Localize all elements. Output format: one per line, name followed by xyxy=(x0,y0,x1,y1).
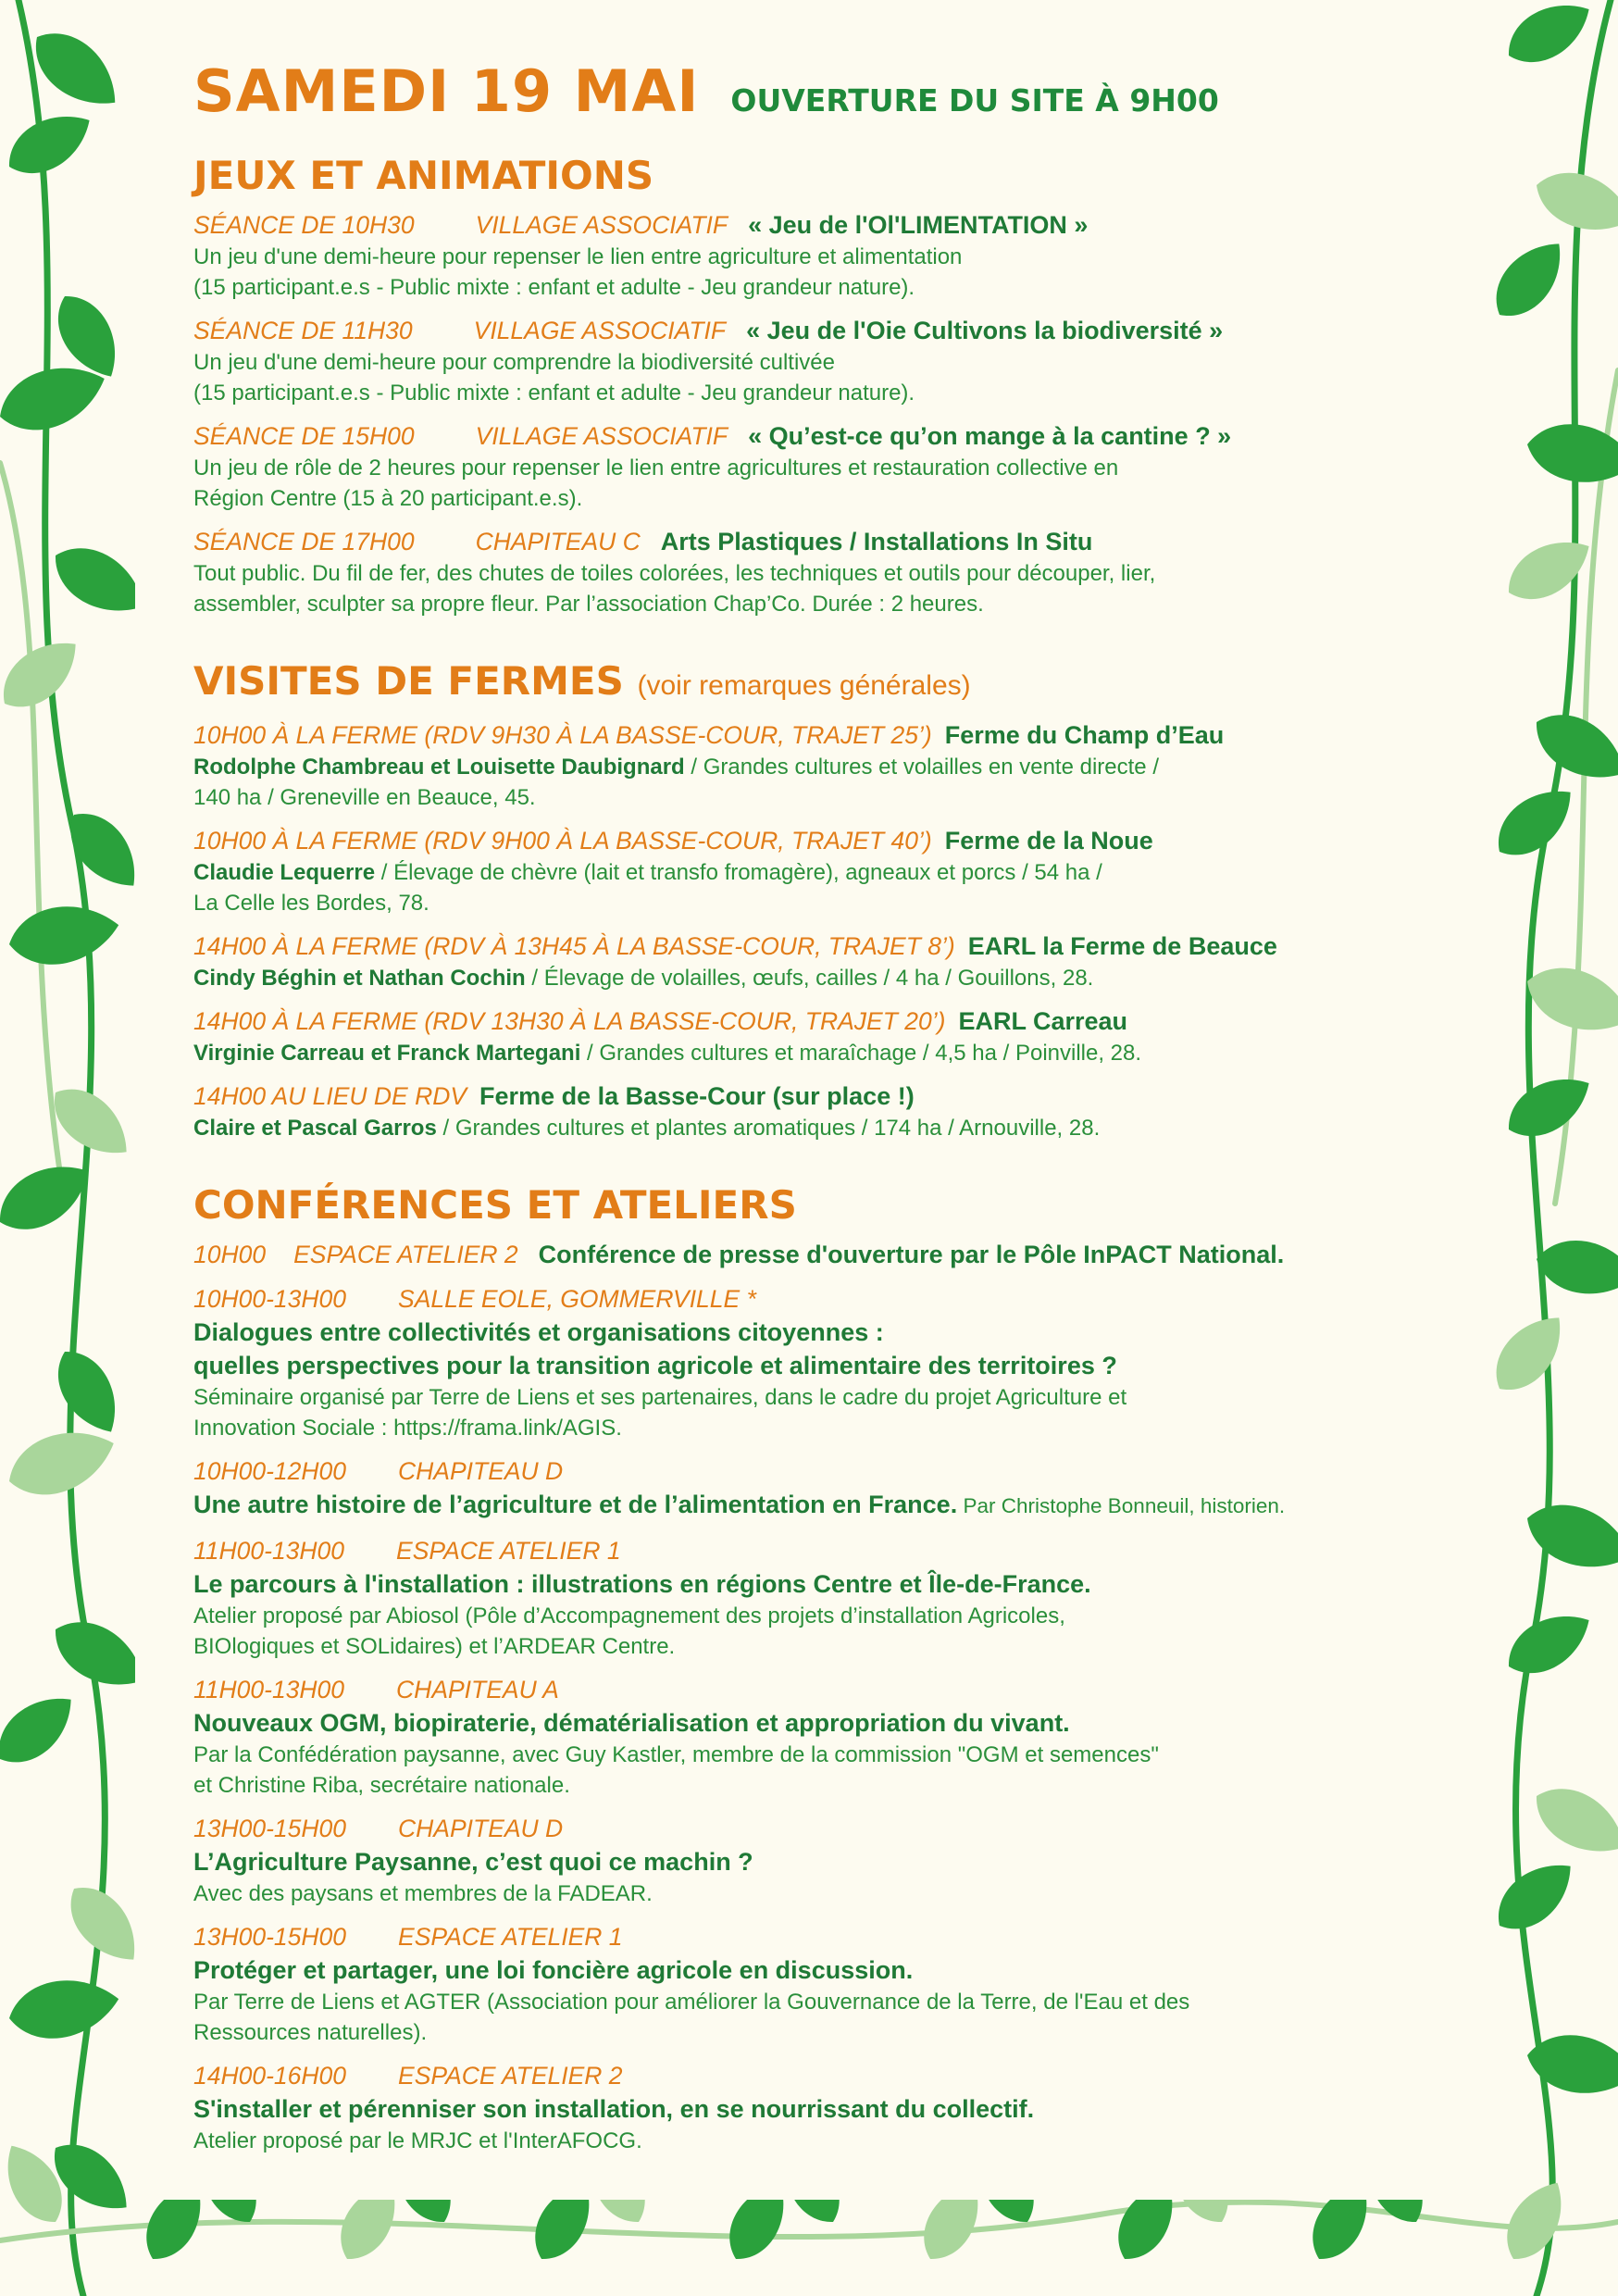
session-location: CHAPITEAU C xyxy=(475,528,641,555)
list-item xyxy=(193,718,1443,813)
header xyxy=(193,57,1443,125)
description-line: Un jeu d'une demi-heure pour comprendre la biodiversité cultivée xyxy=(193,350,835,375)
farmer-names: Claudie Lequerre xyxy=(193,860,376,885)
session-time: 10H00 xyxy=(193,1241,267,1268)
visites-list xyxy=(193,718,1443,1143)
item-meta xyxy=(193,1004,1443,1038)
description-line xyxy=(193,1038,1443,1068)
description-line: Par la Confédération paysanne, avec Guy Kastler, membre de la commission "OGM et semences" xyxy=(193,1742,1159,1767)
description-line: Ressources naturelles). xyxy=(193,2020,428,2045)
list-item xyxy=(193,1238,1443,1271)
description-line: Innovation Sociale : https://frama.link/AGIS. xyxy=(193,1416,622,1441)
page-title: SAMEDI 19 MAI xyxy=(193,57,700,125)
description-line xyxy=(193,752,1443,782)
item-meta xyxy=(193,419,1443,453)
leaf-shape xyxy=(5,897,124,972)
session-time: 10H00-12H00 xyxy=(193,1457,347,1485)
session-title xyxy=(193,1706,1443,1740)
leaf-shape xyxy=(1481,229,1576,330)
item-meta xyxy=(193,1282,1443,1316)
session-time: SÉANCE DE 15H00 xyxy=(193,422,415,450)
farm-details: / Grandes cultures et maraîchage / 4,5 ha / Poinville, 28. xyxy=(580,1041,1142,1066)
farmer-names: Virginie Carreau et Franck Martegani xyxy=(193,1041,581,1066)
description-line: Région Centre (15 à 20 participant.e.s). xyxy=(193,486,583,511)
description-line: La Celle les Bordes, 78. xyxy=(193,891,429,916)
leaf-shape xyxy=(1497,1063,1600,1150)
session-location: ESPACE ATELIER 2 xyxy=(398,2062,623,2090)
session-time: 13H00-15H00 xyxy=(193,1923,347,1951)
session-title xyxy=(193,1567,1443,1601)
description-line: assembler, sculpter sa propre fleur. Par l’association Chap’Co. Durée : 2 heures. xyxy=(193,592,984,617)
session-time: 11H00-13H00 xyxy=(193,1537,345,1565)
item-meta xyxy=(193,718,1443,752)
item-meta xyxy=(193,525,1443,558)
description-line: (15 participant.e.s - Public mixte : enfant et adulte - Jeu grandeur nature). xyxy=(193,381,915,406)
opening-time: OUVERTURE DU SITE À 9H00 xyxy=(730,82,1219,119)
item-meta xyxy=(193,1812,1443,1845)
session-title-text: Dialogues entre collectivités et organisations citoyennes : xyxy=(193,1318,884,1346)
section-title-visites xyxy=(193,656,1443,711)
session-location: ESPACE ATELIER 2 xyxy=(293,1241,518,1268)
description-line: Un jeu d'une demi-heure pour repenser le lien entre agriculture et alimentation xyxy=(193,244,963,269)
list-item xyxy=(193,208,1443,303)
item-meta xyxy=(193,1238,1443,1271)
list-item xyxy=(193,2059,1443,2156)
item-meta xyxy=(193,2059,1443,2092)
description-line: Un jeu de rôle de 2 heures pour repenser le lien entre agricultures et restauration collective en xyxy=(193,455,1119,480)
description-line: Tout public. Du fil de fer, des chutes de toiles colorées, les techniques et outils pour découper, lier, xyxy=(193,561,1156,586)
description-line: Atelier proposé par Abiosol (Pôle d’Accompagnement des projets d’installation Agricoles, xyxy=(193,1603,1065,1628)
session-location: VILLAGE ASSOCIATIF xyxy=(475,422,728,450)
list-item xyxy=(193,314,1443,408)
farm-details: / Grandes cultures et volailles en vente directe / xyxy=(684,755,1159,780)
item-meta xyxy=(193,1534,1443,1567)
farmer-names: Claire et Pascal Garros xyxy=(193,1116,437,1141)
leaf-shape xyxy=(1485,774,1586,869)
item-meta xyxy=(193,1673,1443,1706)
session-title-text: L’Agriculture Paysanne, c’est quoi ce machin ? xyxy=(193,1848,753,1876)
session-time: SÉANCE DE 17H00 xyxy=(193,528,415,555)
item-meta xyxy=(193,208,1443,242)
leaf-shape xyxy=(1518,1491,1618,1583)
session-time: 13H00-15H00 xyxy=(193,1815,347,1842)
conferences-list xyxy=(193,1238,1443,2156)
description-line: Par Terre de Liens et AGTER (Association pour améliorer la Gouvernance de la Terre, de l'Eau et des xyxy=(193,1990,1190,2015)
session-title-text: Nouveaux OGM, biopiraterie, dématérialisation et appropriation du vivant. xyxy=(193,1709,1070,1737)
farm-details: / Élevage de volailles, œufs, cailles / 4 ha / Gouillons, 28. xyxy=(525,966,1094,991)
section-title-conferences: CONFÉRENCES ET ATELIERS xyxy=(193,1182,797,1228)
session-title-text: Le parcours à l'installation : illustrations en régions Centre et Île-de-France. xyxy=(193,1570,1091,1598)
farm-details: / Grandes cultures et plantes aromatiques / 174 ha / Arnouville, 28. xyxy=(436,1116,1101,1141)
list-item xyxy=(193,1079,1443,1143)
farm-details: / Élevage de chèvre (lait et transfo fromagère), agneaux et porcs / 54 ha / xyxy=(375,860,1102,885)
session-location: VILLAGE ASSOCIATIF xyxy=(475,211,728,239)
visit-schedule: 10H00 À LA FERME (RDV 9H30 À LA BASSE-COUR, TRAJET 25’) xyxy=(193,721,932,749)
session-title: Arts Plastiques / Installations In Situ xyxy=(660,528,1093,555)
leaf-shape xyxy=(1497,0,1600,76)
session-speaker: Par Christophe Bonneuil, historien. xyxy=(957,1494,1286,1517)
list-item xyxy=(193,1534,1443,1662)
session-location: SALLE EOLE, GOMMERVILLE * xyxy=(398,1285,756,1313)
section-title-jeux: JEUX ET ANIMATIONS xyxy=(193,153,654,198)
list-item xyxy=(193,1454,1443,1523)
session-title xyxy=(193,2092,1443,2126)
leaf-shape xyxy=(0,100,101,187)
session-time: SÉANCE DE 11H30 xyxy=(193,317,413,344)
visit-schedule: 14H00 AU LIEU DE RDV xyxy=(193,1082,467,1110)
item-meta xyxy=(193,930,1443,963)
session-time: SÉANCE DE 10H30 xyxy=(193,211,415,239)
description-line: (15 participant.e.s - Public mixte : enfant et adulte - Jeu grandeur nature). xyxy=(193,275,915,300)
list-item xyxy=(193,1673,1443,1801)
session-location: CHAPITEAU D xyxy=(398,1457,564,1485)
item-meta xyxy=(193,1920,1443,1953)
leaf-shape xyxy=(1527,161,1618,244)
visit-schedule: 14H00 À LA FERME (RDV À 13H45 À LA BASSE-COUR, TRAJET 8’) xyxy=(193,932,955,960)
item-meta xyxy=(193,314,1443,347)
session-title-text: Protéger et partager, une loi foncière agricole en discussion. xyxy=(193,1956,914,1984)
session-location: ESPACE ATELIER 1 xyxy=(398,1923,623,1951)
session-title xyxy=(193,1845,1443,1878)
session-time: 11H00-13H00 xyxy=(193,1676,345,1703)
description-line xyxy=(193,963,1443,993)
description-line: Séminaire organisé par Terre de Liens et ses partenaires, dans le cadre du projet Agriculture et xyxy=(193,1385,1127,1410)
session-title: quelles perspectives pour la transition agricole et alimentaire des territoires ? xyxy=(193,1352,1117,1379)
farm-name: EARL la Ferme de Beauce xyxy=(967,932,1277,960)
visit-schedule: 10H00 À LA FERME (RDV 9H00 À LA BASSE-COUR, TRAJET 40’) xyxy=(193,827,932,855)
farm-name: EARL Carreau xyxy=(958,1007,1128,1035)
list-item xyxy=(193,1282,1443,1443)
session-title: « Jeu de l'Ol'LIMENTATION » xyxy=(748,211,1089,239)
list-item xyxy=(193,1812,1443,1909)
leaf-shape xyxy=(1524,1774,1618,1870)
leaf-shape xyxy=(44,1340,131,1443)
session-title xyxy=(193,1488,1443,1523)
description-line: et Christine Riba, secrétaire nationale. xyxy=(193,1773,570,1798)
session-title-text: S'installer et pérenniser son installation, en se nourrissant du collectif. xyxy=(193,2095,1035,2123)
farm-name: Ferme de la Basse-Cour (sur place !) xyxy=(479,1082,915,1110)
session-location: CHAPITEAU D xyxy=(398,1815,564,1842)
session-title: Conférence de presse d'ouverture par le Pôle InPACT National. xyxy=(538,1241,1285,1268)
session-location: CHAPITEAU A xyxy=(396,1676,559,1703)
visit-schedule: 14H00 À LA FERME (RDV 13H30 À LA BASSE-COUR, TRAJET 20’) xyxy=(193,1007,946,1035)
item-meta xyxy=(193,1454,1443,1488)
leaf-shape xyxy=(1497,1600,1600,1687)
farm-name: Ferme de la Noue xyxy=(944,827,1153,855)
description-line: BIOlogiques et SOLidaires) et l’ARDEAR Centre. xyxy=(193,1634,676,1659)
description-line: Atelier proposé par le MRJC et l'InterAFOCG. xyxy=(193,2128,642,2153)
leaf-shape xyxy=(5,1971,124,2046)
leaf-shape xyxy=(1485,1848,1586,1943)
list-item xyxy=(193,930,1443,993)
session-title xyxy=(193,1316,1443,1349)
description-line: 140 ha / Greneville en Beauce, 45. xyxy=(193,785,536,810)
description-line: Avec des paysans et membres de la FADEAR. xyxy=(193,1881,653,1906)
list-item xyxy=(193,1004,1443,1068)
visites-title: VISITES DE FERMES xyxy=(193,658,624,704)
session-location: ESPACE ATELIER 1 xyxy=(396,1537,621,1565)
list-item xyxy=(193,419,1443,514)
leaf-stem xyxy=(0,463,65,1204)
description-line xyxy=(193,1113,1443,1143)
session-title: « Jeu de l'Oie Cultivons la biodiversité » xyxy=(746,317,1224,344)
item-meta xyxy=(193,1079,1443,1113)
farmer-names: Rodolphe Chambreau et Louisette Daubignard xyxy=(193,755,685,780)
program-content xyxy=(193,57,1443,2167)
leaf-stem xyxy=(1555,370,1618,1204)
list-item xyxy=(193,824,1443,918)
leaf-shape xyxy=(1494,2172,1576,2270)
visites-note: (voir remarques générales) xyxy=(637,670,971,701)
list-item xyxy=(193,1920,1443,2048)
description-line xyxy=(193,857,1443,888)
leaf-shape xyxy=(0,1681,86,1777)
farm-name: Ferme du Champ d’Eau xyxy=(944,721,1225,749)
leaf-shape xyxy=(1481,1303,1576,1404)
session-time: 10H00-13H00 xyxy=(193,1285,347,1313)
jeux-list xyxy=(193,208,1443,619)
session-location: VILLAGE ASSOCIATIF xyxy=(473,317,727,344)
leaf-shape xyxy=(0,1416,123,1508)
session-title xyxy=(193,1953,1443,1987)
leaf-shape xyxy=(1497,526,1600,613)
session-title-text: Une autre histoire de l’agriculture et de l’alimentation en France. xyxy=(193,1491,958,1518)
item-meta xyxy=(193,824,1443,857)
session-time: 14H00-16H00 xyxy=(193,2062,347,2090)
list-item xyxy=(193,525,1443,619)
session-title: « Qu’est-ce qu’on mange à la cantine ? » xyxy=(748,422,1232,450)
farmer-names: Cindy Béghin et Nathan Cochin xyxy=(193,966,526,991)
leaf-shape xyxy=(1524,700,1618,796)
